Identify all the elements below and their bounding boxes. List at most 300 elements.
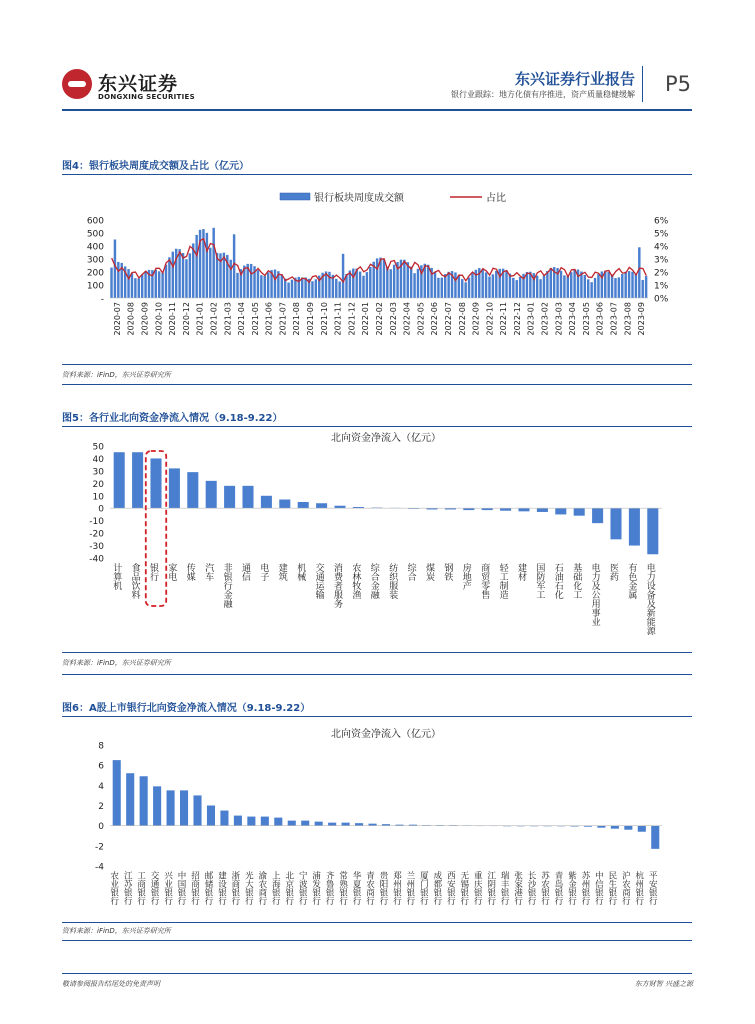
turnover-bar [144,271,146,298]
x-category-label: 交通运输 [313,563,324,599]
x-category-label: 成都银行 [431,871,442,905]
y-tick-label: 30 [92,467,104,478]
x-tick-label: 2022-01 [361,302,371,336]
y-tick-label: 100 [86,281,104,292]
y-tick-label: 2 [98,802,104,812]
x-tick-label: 2021-05 [250,302,260,336]
turnover-bar [267,272,269,298]
value-bar [334,506,345,508]
figure6-title: 图6：A股上市银行北向资金净流入情况（9.18-9.22） [62,703,311,714]
turnover-bar [464,282,466,298]
x-category-label: 电子 [258,563,269,581]
x-category-label: 基础化工 [571,563,582,599]
x-tick-label: 2020-12 [181,302,191,336]
value-bar [342,823,350,826]
turnover-bar [543,275,545,298]
value-bar [638,826,646,832]
x-category-label: 建设银行 [216,871,227,905]
x-category-label: 长沙银行 [526,871,537,905]
x-category-label: 平安银行 [647,871,658,905]
x-category-label: 商贸零售 [479,563,490,599]
turnover-bar [407,262,409,298]
turnover-bar [485,272,487,298]
turnover-bar [458,275,460,298]
footer-rule [62,973,692,974]
turnover-bar [134,278,136,298]
header-divider [642,66,643,102]
turnover-bar [141,274,143,298]
x-category-label: 轻工制造 [497,563,508,599]
turnover-bar [512,278,514,298]
turnover-bar [287,283,289,298]
turnover-bar [587,279,589,298]
x-category-label: 西安银行 [445,871,456,905]
y2-tick-label: 0% [654,294,669,305]
x-tick-label: 2022-09 [471,302,481,336]
value-bar [207,806,215,826]
turnover-bar [519,277,521,298]
y-tick-label: -20 [89,529,104,540]
value-bar [206,481,217,508]
turnover-bar [454,272,456,298]
figure6-source: 资料来源：iFinD，东兴证券研究所 [62,927,171,935]
value-bar [611,826,619,829]
figure6-bottom-rule [62,940,692,941]
y-tick-label: 8 [98,741,104,752]
turnover-bar [359,272,361,298]
logo-icon [62,69,92,99]
legend-swatch-bars [280,193,310,200]
turnover-bar [567,276,569,298]
value-bar [288,821,296,826]
x-tick-label: 2021-10 [319,302,329,336]
value-bar [261,496,272,508]
x-category-label: 交通银行 [149,871,160,905]
turnover-bar [206,233,208,298]
turnover-bar [614,278,616,298]
x-tick-label: 2022-11 [499,302,509,336]
x-category-label: 石油石化 [552,563,563,599]
value-bar [624,826,632,830]
value-bar [224,486,235,508]
value-bar [555,508,566,514]
x-category-label: 家电 [166,563,177,581]
x-category-label: 杭州银行 [633,871,644,905]
x-category-label: 郑州银行 [391,871,402,905]
x-tick-label: 2022-07 [443,302,453,336]
y-tick-label: 600 [86,216,104,227]
x-tick-label: 2023-08 [623,302,633,336]
turnover-bar [338,281,340,298]
x-category-label: 兴业银行 [162,871,173,905]
turnover-bar [628,271,630,298]
turnover-bar [281,274,283,298]
x-tick-label: 2020-07 [112,302,122,336]
brand-name-en: DONGXING SECURITIES [98,93,195,101]
x-category-label: 民生银行 [606,871,617,905]
turnover-bar [516,280,518,298]
x-tick-label: 2021-07 [278,302,288,336]
turnover-bar [131,273,133,298]
x-tick-label: 2023-07 [609,302,619,336]
x-category-label: 渝农商行 [256,871,267,905]
turnover-bar [117,262,119,298]
x-category-label: 青岛银行 [553,871,564,905]
x-category-label: 国防军工 [534,563,545,599]
value-bar [113,760,121,826]
x-category-label: 计算机 [111,563,122,590]
footer-disclaimer: 敬请参阅报告结尾处的免责声明 [62,980,160,988]
x-category-label: 重庆银行 [472,871,483,905]
turnover-bar [366,272,368,298]
x-tick-label: 2021-03 [223,302,233,336]
turnover-bar [185,259,187,298]
turnover-bar [168,257,170,298]
figure5-bottom-rule [62,674,692,675]
value-bar [355,823,363,826]
figure5-title: 图5：各行业北向资金净流入情况（9.18-9.22） [62,413,283,424]
value-bar [518,508,529,511]
value-bar [274,818,282,826]
x-category-label: 紫金银行 [566,871,577,905]
value-bar [140,776,148,825]
x-category-label: 贵阳银行 [378,871,388,905]
value-bar [537,508,548,512]
figure4-source: 资料来源：iFinD，东兴证券研究所 [62,371,171,379]
x-tick-label: 2023-06 [595,302,605,336]
y-tick-label: 500 [86,229,104,240]
turnover-bar [257,270,259,298]
value-bar [114,452,125,508]
turnover-bar [393,265,395,298]
x-tick-label: 2021-09 [306,302,316,336]
turnover-bar [250,264,252,298]
value-bar [167,790,175,825]
x-category-label: 齐鲁银行 [324,871,335,905]
x-category-label: 张家港行 [512,871,523,905]
chart-title: 北向资金净流入（亿元） [331,729,441,740]
turnover-bar [607,272,609,298]
turnover-bar [172,252,174,298]
turnover-bar [441,278,443,298]
turnover-bar [492,274,494,298]
y2-tick-label: 4% [654,242,669,253]
x-category-label: 兰州银行 [404,871,415,905]
turnover-bar [481,269,483,298]
x-tick-label: 2021-06 [264,302,274,336]
turnover-bar [229,260,231,298]
turnover-bar [570,272,572,298]
value-bar [315,822,323,826]
turnover-bar [539,279,541,298]
x-category-label: 传媒 [184,563,195,581]
x-tick-label: 2020-11 [168,302,178,336]
turnover-bar [437,278,439,298]
value-bar [132,452,143,508]
x-category-label: 青农商行 [364,871,375,905]
x-tick-label: 2020-09 [140,302,150,336]
y2-tick-label: 5% [654,229,669,240]
turnover-bar [488,277,490,298]
turnover-bar [645,276,647,298]
x-tick-label: 2023-05 [581,302,591,336]
value-bar [610,508,621,539]
x-category-label: 上海银行 [270,871,281,905]
turnover-bar [362,276,364,298]
x-category-label: 沪农商行 [620,871,631,905]
x-category-label: 江阴银行 [485,871,496,905]
figure4-rule [62,174,692,175]
y-tick-label: 50 [92,442,104,453]
turnover-bar [434,272,436,298]
turnover-bar [590,282,592,298]
x-category-label: 有色金属 [626,563,637,599]
turnover-bar [304,277,306,298]
x-category-label: 工商银行 [135,871,146,905]
value-bar [316,503,327,508]
turnover-bar [417,269,419,298]
y-tick-label: 200 [86,268,104,279]
value-bar [500,508,511,510]
value-bar [220,811,228,826]
turnover-bar [505,270,507,298]
turnover-bar [386,267,388,298]
y-tick-label: 20 [92,479,104,490]
value-bar [247,817,255,826]
figure6-chart [62,718,692,920]
x-tick-label: 2023-04 [568,302,578,336]
turnover-bar [383,260,385,298]
figure5-rule [62,426,692,427]
turnover-bar [604,271,606,298]
value-bar [234,816,242,826]
turnover-bar [114,240,116,299]
x-tick-label: 2021-12 [347,302,357,336]
value-bar [629,508,640,545]
x-category-label: 常熟银行 [337,871,348,905]
figure6-rule [62,716,692,717]
figure6-source-rule [62,922,692,923]
x-tick-label: 2020-08 [126,302,136,336]
x-category-label: 煤炭 [424,563,434,581]
x-category-label: 非银行金融 [221,563,232,608]
turnover-bar [584,275,586,298]
x-tick-label: 2023-03 [554,302,564,336]
turnover-bar [471,273,473,298]
value-bar [242,486,253,508]
turnover-bar [638,247,640,298]
x-category-label: 农林牧渔 [350,563,361,599]
turnover-bar [560,271,562,298]
header-rule [62,109,692,111]
value-bar [368,824,376,826]
figure4-source-rule [62,364,692,365]
turnover-bar [390,269,392,298]
x-category-label: 综合 [405,563,416,581]
turnover-bar [509,274,511,298]
x-category-label: 钢铁 [442,563,453,581]
y-tick-label: 6 [98,761,104,772]
turnover-bar [550,268,552,298]
turnover-bar [410,267,412,298]
footer-slogan: 东方财智 兴盛之源 [634,980,693,988]
y-tick-label: - [100,294,104,305]
brand-name: 东兴证券 [98,73,179,95]
x-tick-label: 2023-01 [526,302,536,336]
value-bar [187,472,198,508]
x-category-label: 医药 [608,563,618,581]
turnover-bar [236,273,238,298]
x-category-label: 华夏银行 [351,871,362,905]
legend-label-bars: 银行板块周度成交额 [314,193,404,204]
x-category-label: 苏农银行 [539,871,550,905]
x-category-label: 浙商银行 [229,871,240,905]
x-category-label: 邮储银行 [202,871,213,905]
x-category-label: 光大银行 [243,871,254,905]
y-tick-label: 300 [86,255,104,266]
turnover-bar [594,278,596,298]
turnover-bar [212,228,214,298]
x-tick-label: 2020-10 [154,302,164,336]
x-tick-label: 2022-10 [485,302,495,336]
y-tick-label: 0 [98,504,104,515]
x-tick-label: 2022-06 [430,302,440,336]
x-tick-label: 2021-02 [209,302,219,336]
x-category-label: 建材 [516,563,526,581]
x-category-label: 电力设备及新能源 [644,563,655,635]
turnover-bar [178,249,180,298]
y-tick-label: -4 [95,862,104,873]
turnover-bar [624,272,626,298]
value-bar [651,826,659,849]
x-tick-label: 2022-08 [457,302,467,336]
x-category-label: 房地产 [460,563,471,590]
value-bar [647,508,658,554]
turnover-bar [260,275,262,298]
turnover-bar [546,271,548,298]
x-tick-label: 2023-09 [637,302,647,336]
x-category-label: 中国银行 [176,871,187,905]
x-tick-label: 2022-12 [512,302,522,336]
turnover-bar [536,276,538,298]
turnover-bar [563,275,565,298]
x-tick-label: 2022-04 [402,302,412,336]
x-category-label: 农业银行 [108,871,119,905]
figure5-source-rule [62,652,692,653]
turnover-bar [369,267,371,298]
page-number: P5 [665,72,692,96]
turnover-bar [573,269,575,298]
x-category-label: 北京银行 [283,871,294,905]
y-tick-label: -40 [89,554,104,565]
turnover-bar [461,279,463,298]
value-bar [126,773,134,825]
turnover-bar [161,273,163,298]
turnover-bar [635,274,637,298]
x-category-label: 中信银行 [593,871,604,905]
turnover-bar [468,278,470,298]
x-tick-label: 2021-01 [195,302,205,336]
value-bar [328,823,336,826]
chart-title: 北向资金净流入（亿元） [331,433,441,444]
turnover-bar [342,254,344,298]
figure5-chart [62,428,692,650]
figure4-title: 图4：银行板块周度成交额及占比（亿元） [62,161,249,172]
x-tick-label: 2021-11 [333,302,343,336]
x-category-label: 浦发银行 [310,871,321,905]
x-category-label: 食品饮料 [129,563,140,599]
turnover-bar [403,260,405,298]
turnover-bar [376,258,378,298]
y-tick-label: 0 [98,822,104,833]
x-category-label: 瑞丰银行 [499,871,510,905]
legend-label-line: 占比 [486,193,506,204]
x-tick-label: 2023-02 [540,302,550,336]
turnover-bar [631,272,633,298]
report-type: 东兴证券行业报告 [514,70,635,88]
y-tick-label: -30 [89,542,104,553]
turnover-bar [618,277,620,298]
turnover-bar [597,274,599,298]
x-category-label: 苏州银行 [579,871,590,905]
turnover-bar [182,253,184,298]
turnover-bar [155,270,157,298]
turnover-bar [495,271,497,298]
y-tick-label: -10 [89,517,104,528]
value-bar [301,821,309,826]
value-bar [592,508,603,523]
y2-tick-label: 6% [654,216,669,227]
x-category-label: 江苏银行 [122,871,133,905]
x-category-label: 汽车 [203,563,214,581]
y2-tick-label: 1% [654,281,669,292]
x-tick-label: 2022-03 [388,302,398,336]
turnover-bar [284,279,286,298]
turnover-bar [291,280,293,298]
x-tick-label: 2021-04 [237,302,247,336]
value-bar [261,817,269,826]
x-category-label: 银行 [148,563,158,581]
value-bar [180,790,188,825]
turnover-bar [165,265,167,298]
value-bar [597,826,605,828]
x-category-label: 建筑 [276,563,287,581]
turnover-bar [209,248,211,298]
turnover-bar [621,274,623,298]
turnover-bar [189,253,191,298]
y-tick-label: -2 [95,842,104,853]
x-tick-label: 2022-05 [416,302,426,336]
value-bar [193,795,201,825]
value-bar [574,508,585,515]
turnover-bar [110,268,112,298]
value-bar [169,468,180,508]
turnover-bar [138,278,140,298]
y-tick-label: 400 [86,242,104,253]
turnover-bar [158,271,160,298]
turnover-bar [274,270,276,298]
y-tick-label: 40 [92,454,104,465]
y-tick-label: 4 [98,781,104,792]
value-bar [298,502,309,508]
turnover-bar [447,272,449,298]
y2-tick-label: 2% [654,268,669,279]
turnover-bar [611,274,613,298]
x-category-label: 综合金融 [368,563,379,599]
figure4-bottom-rule [62,384,692,385]
x-tick-label: 2021-08 [292,302,302,336]
turnover-bar [301,277,303,298]
